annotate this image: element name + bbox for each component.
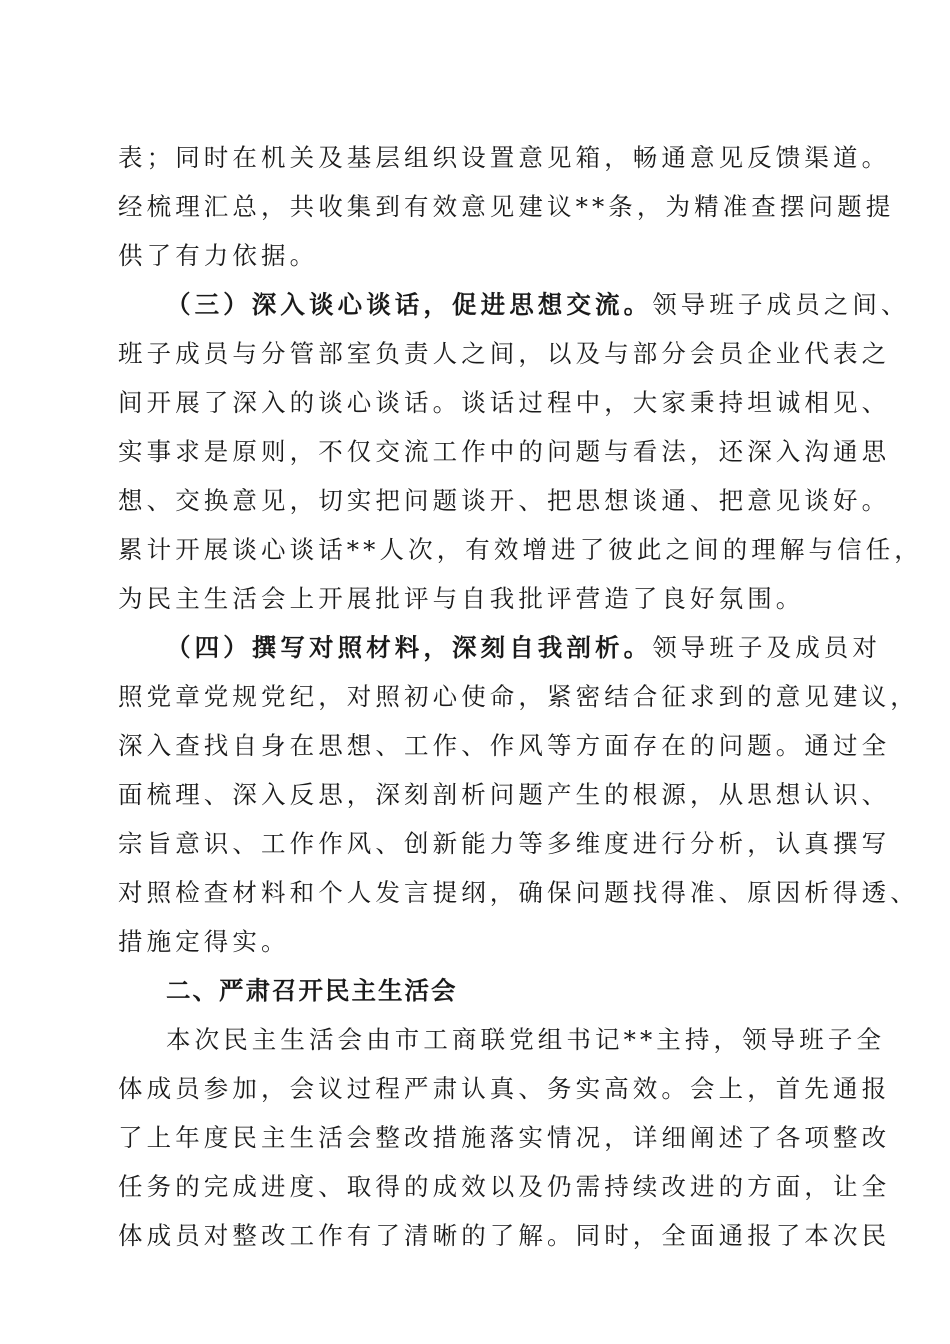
body-line: 经梳理汇总，共收集到有效意见建议**条，为精准查摆问题提 bbox=[118, 192, 895, 221]
subsection-heading: （三）深入谈心谈话，促进思想交流。 bbox=[166, 290, 653, 319]
body-text: 领导班子成员之间、 bbox=[652, 290, 910, 319]
body-line: 照党章党规党纪，对照初心使命，紧密结合征求到的意见建议， bbox=[118, 682, 919, 711]
paragraph-first-line bbox=[166, 631, 881, 665]
body-text: 领导班子及成员对 bbox=[652, 633, 882, 662]
body-line: 想、交换意见，切实把问题谈开、把思想谈通、把意见谈好。 bbox=[118, 486, 891, 515]
body-line: 深入查找自身在思想、工作、作风等方面存在的问题。通过全 bbox=[118, 731, 891, 760]
body-line: 班子成员与分管部室负责人之间，以及与部分会员企业代表之 bbox=[118, 339, 891, 368]
body-line: 间开展了深入的谈心谈话。谈话过程中，大家秉持坦诚相见、 bbox=[118, 388, 891, 417]
paragraph-first-line: 本次民主生活会由市工商联党组书记**主持，领导班子全 bbox=[166, 1025, 886, 1054]
body-line: 了上年度民主生活会整改措施落实情况，详细阐述了各项整改 bbox=[118, 1123, 891, 1152]
body-line: 供了有力依据。 bbox=[118, 241, 319, 270]
paragraph-first-line bbox=[166, 288, 910, 322]
body-line: 面梳理、深入反思，深刻剖析问题产生的根源，从思想认识、 bbox=[118, 780, 891, 809]
body-line: 实事求是原则，不仅交流工作中的问题与看法，还深入沟通思 bbox=[118, 437, 891, 466]
body-line: 任务的完成进度、取得的成效以及仍需持续改进的方面，让全 bbox=[118, 1172, 891, 1201]
body-line: 表；同时在机关及基层组织设置意见箱，畅通意见反馈渠道。 bbox=[118, 143, 891, 172]
body-line: 措施定得实。 bbox=[118, 927, 290, 956]
body-line: 体成员对整改工作有了清晰的了解。同时，全面通报了本次民 bbox=[118, 1221, 891, 1250]
body-line: 体成员参加，会议过程严肃认真、务实高效。会上，首先通报 bbox=[118, 1074, 891, 1103]
body-line: 对照检查材料和个人发言提纲，确保问题找得准、原因析得透、 bbox=[118, 878, 919, 907]
body-line: 宗旨意识、工作作风、创新能力等多维度进行分析，认真撰写 bbox=[118, 829, 891, 858]
section-heading: 二、严肃召开民主生活会 bbox=[166, 976, 458, 1005]
subsection-heading: （四）撰写对照材料，深刻自我剖析。 bbox=[166, 633, 653, 662]
body-line: 为民主生活会上开展批评与自我批评营造了良好氛围。 bbox=[118, 584, 805, 613]
body-line: 累计开展谈心谈话**人次，有效增进了彼此之间的理解与信任， bbox=[118, 535, 923, 564]
